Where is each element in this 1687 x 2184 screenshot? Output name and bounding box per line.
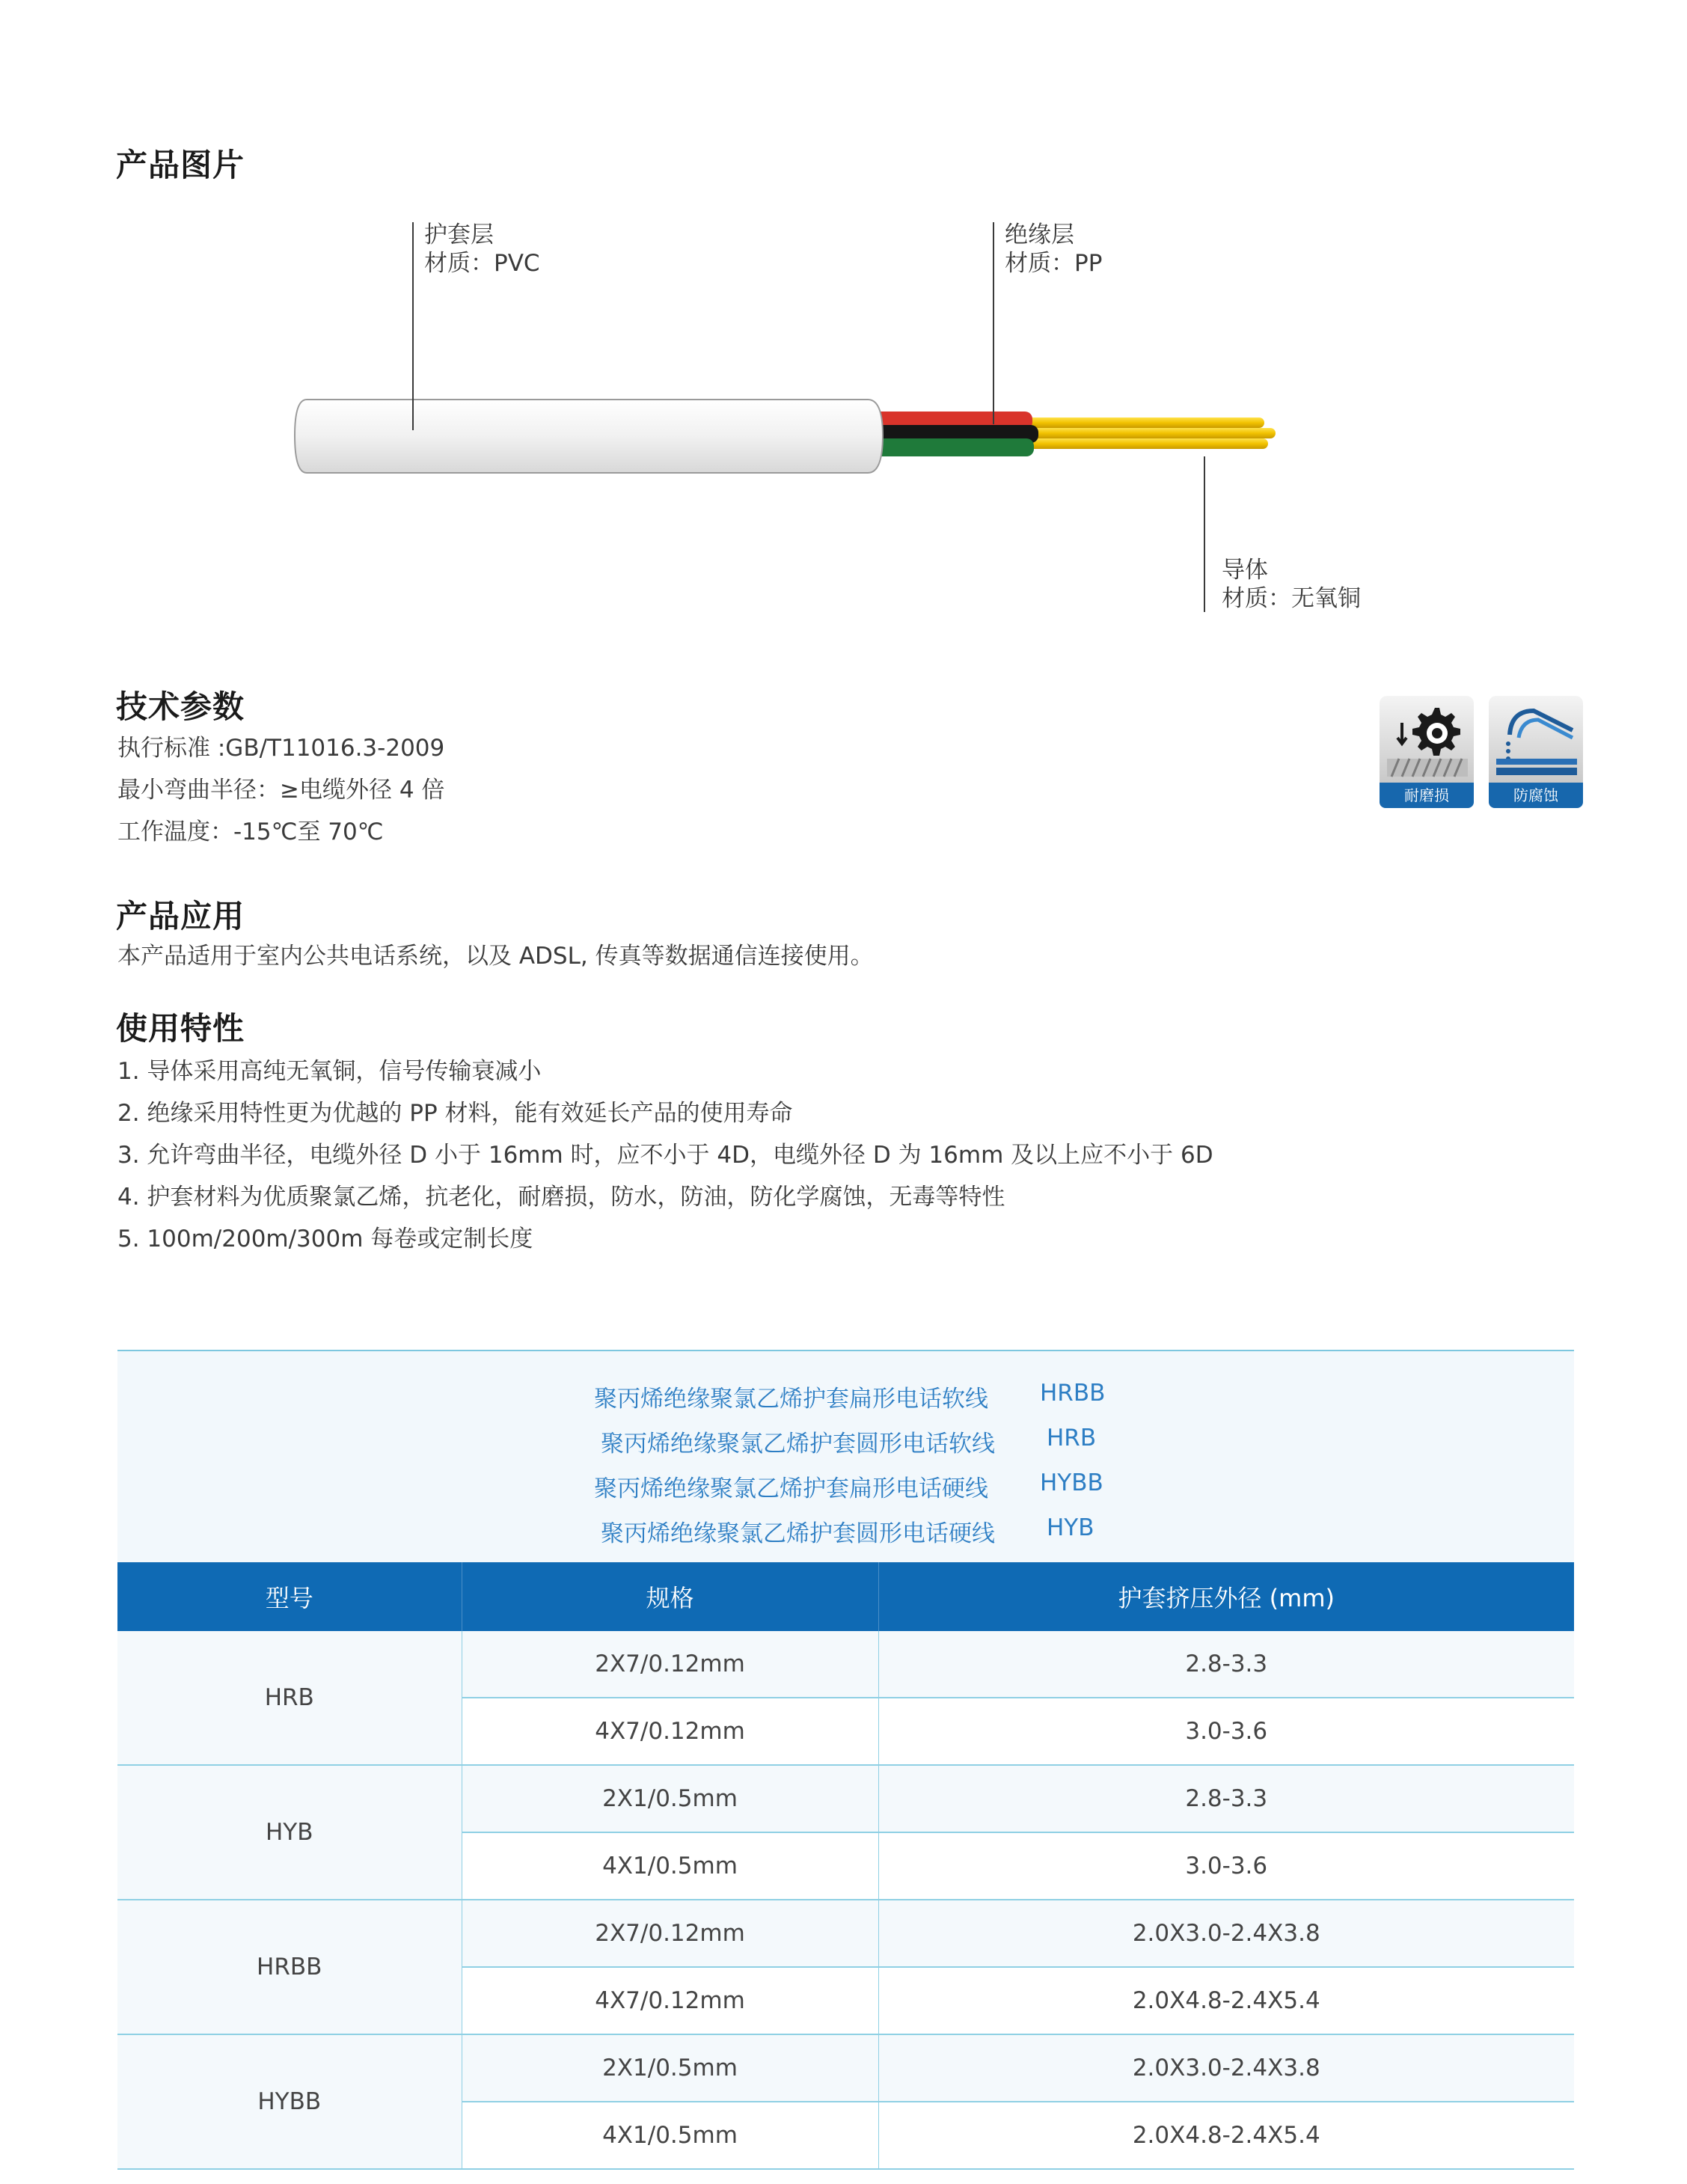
table-row [117,2034,1574,2102]
model-cell: HRBB [117,1900,462,2034]
spec-cell: 4X1/0.5mm [462,1832,878,1900]
spec-cell: 2X1/0.5mm [462,2034,878,2102]
spec-cell: 2X7/0.12mm [462,1631,878,1698]
product-description-block [117,1350,1574,1562]
od-cell: 3.0-3.6 [878,1832,1574,1900]
badge-corrosion-label: 防腐蚀 [1489,783,1583,808]
od-cell: 3.0-3.6 [878,1698,1574,1765]
insulation-callout-line [993,222,994,424]
feature-item: 5. 100m/200m/300m 每卷或定制长度 [117,1226,533,1252]
od-cell: 2.8-3.3 [878,1765,1574,1832]
description-name: 聚丙烯绝缘聚氯乙烯护套扁形电话软线 [594,1386,988,1413]
description-code: HRB [1047,1425,1097,1452]
conductor-label: 导体 [1222,557,1268,584]
tech-standard: 执行标准 :GB/T11016.3-2009 [117,735,445,762]
conductor-material: 材质：无氧铜 [1222,585,1361,612]
spec-cell: 4X1/0.5mm [462,2102,878,2169]
spec-cell: 4X7/0.12mm [462,1967,878,2034]
spec-cell: 4X7/0.12mm [462,1698,878,1765]
od-cell: 2.0X3.0-2.4X3.8 [878,1900,1574,1967]
table-row [117,1631,1574,1698]
description-row [594,1380,1106,1413]
sheath-material: 材质：PVC [424,250,540,277]
description-name: 聚丙烯绝缘聚氯乙烯护套圆形电话硬线 [601,1520,995,1547]
model-cell: HYBB [117,2034,462,2169]
feature-item: 2. 绝缘采用特性更为优越的 PP 材料，能有效延长产品的使用寿命 [117,1100,793,1127]
section-title-tech-params: 技术参数 [116,688,245,725]
table-row [117,1900,1574,1967]
cable-diagram [284,389,1302,486]
description-code: HYB [1047,1514,1094,1541]
spec-table-block [117,1350,1574,2170]
od-cell: 2.0X3.0-2.4X3.8 [878,2034,1574,2102]
description-row [594,1469,1103,1503]
sheath-jacket [295,400,883,473]
description-row [601,1425,1097,1458]
table-row [117,1765,1574,1832]
conductor-strand [1017,438,1268,449]
od-cell: 2.0X4.8-2.4X5.4 [878,2102,1574,2169]
section-title-application: 产品应用 [116,898,245,935]
feature-item: 1. 导体采用高纯无氧铜，信号传输衰减小 [117,1058,542,1085]
table-header-row [117,1562,1574,1631]
tech-bend-radius: 最小弯曲半径：≥电缆外径 4 倍 [117,777,445,804]
insulation-label: 绝缘层 [1005,221,1074,248]
badge-abrasion [1380,696,1474,810]
spec-table [117,1562,1574,2170]
gear-abrasion-icon [1380,696,1474,783]
badge-abrasion-label: 耐磨损 [1380,783,1474,808]
model-cell: HRB [117,1631,462,1765]
corrosion-shield-icon [1489,696,1583,783]
description-code: HYBB [1040,1469,1103,1496]
conductor-callout-line [1204,456,1205,612]
core-green [868,438,1034,456]
conductor-strand [1017,417,1264,428]
badge-corrosion [1489,696,1583,810]
description-name: 聚丙烯绝缘聚氯乙烯护套扁形电话硬线 [594,1475,988,1502]
sheath-label: 护套层 [424,221,494,248]
conductor-strand [1017,428,1276,438]
section-title-features: 使用特性 [116,1010,245,1047]
section-title-product-image: 产品图片 [116,147,245,183]
od-cell: 2.8-3.3 [878,1631,1574,1698]
header-outer-diameter: 护套挤压外径 (mm) [878,1562,1574,1631]
header-spec: 规格 [462,1562,878,1631]
header-model: 型号 [117,1562,462,1631]
application-text: 本产品适用于室内公共电话系统，以及 ADSL, 传真等数据通信连接使用。 [117,943,874,970]
sheath-callout-line [412,222,414,430]
spec-cell: 2X7/0.12mm [462,1900,878,1967]
feature-item: 4. 护套材料为优质聚氯乙烯，抗老化，耐磨损，防水，防油，防化学腐蚀，无毒等特性 [117,1184,1005,1211]
insulation-material: 材质：PP [1005,250,1103,277]
model-cell: HYB [117,1765,462,1900]
spec-cell: 2X1/0.5mm [462,1765,878,1832]
od-cell: 2.0X4.8-2.4X5.4 [878,1967,1574,2034]
tech-temperature: 工作温度：-15℃至 70℃ [117,819,384,845]
description-code: HRBB [1040,1380,1106,1407]
feature-item: 3. 允许弯曲半径，电缆外径 D 小于 16mm 时，应不小于 4D，电缆外径 D 为 16mm 及以上应不小于 6D [117,1142,1213,1169]
description-row [601,1514,1094,1548]
description-name: 聚丙烯绝缘聚氯乙烯护套圆形电话软线 [601,1431,995,1457]
